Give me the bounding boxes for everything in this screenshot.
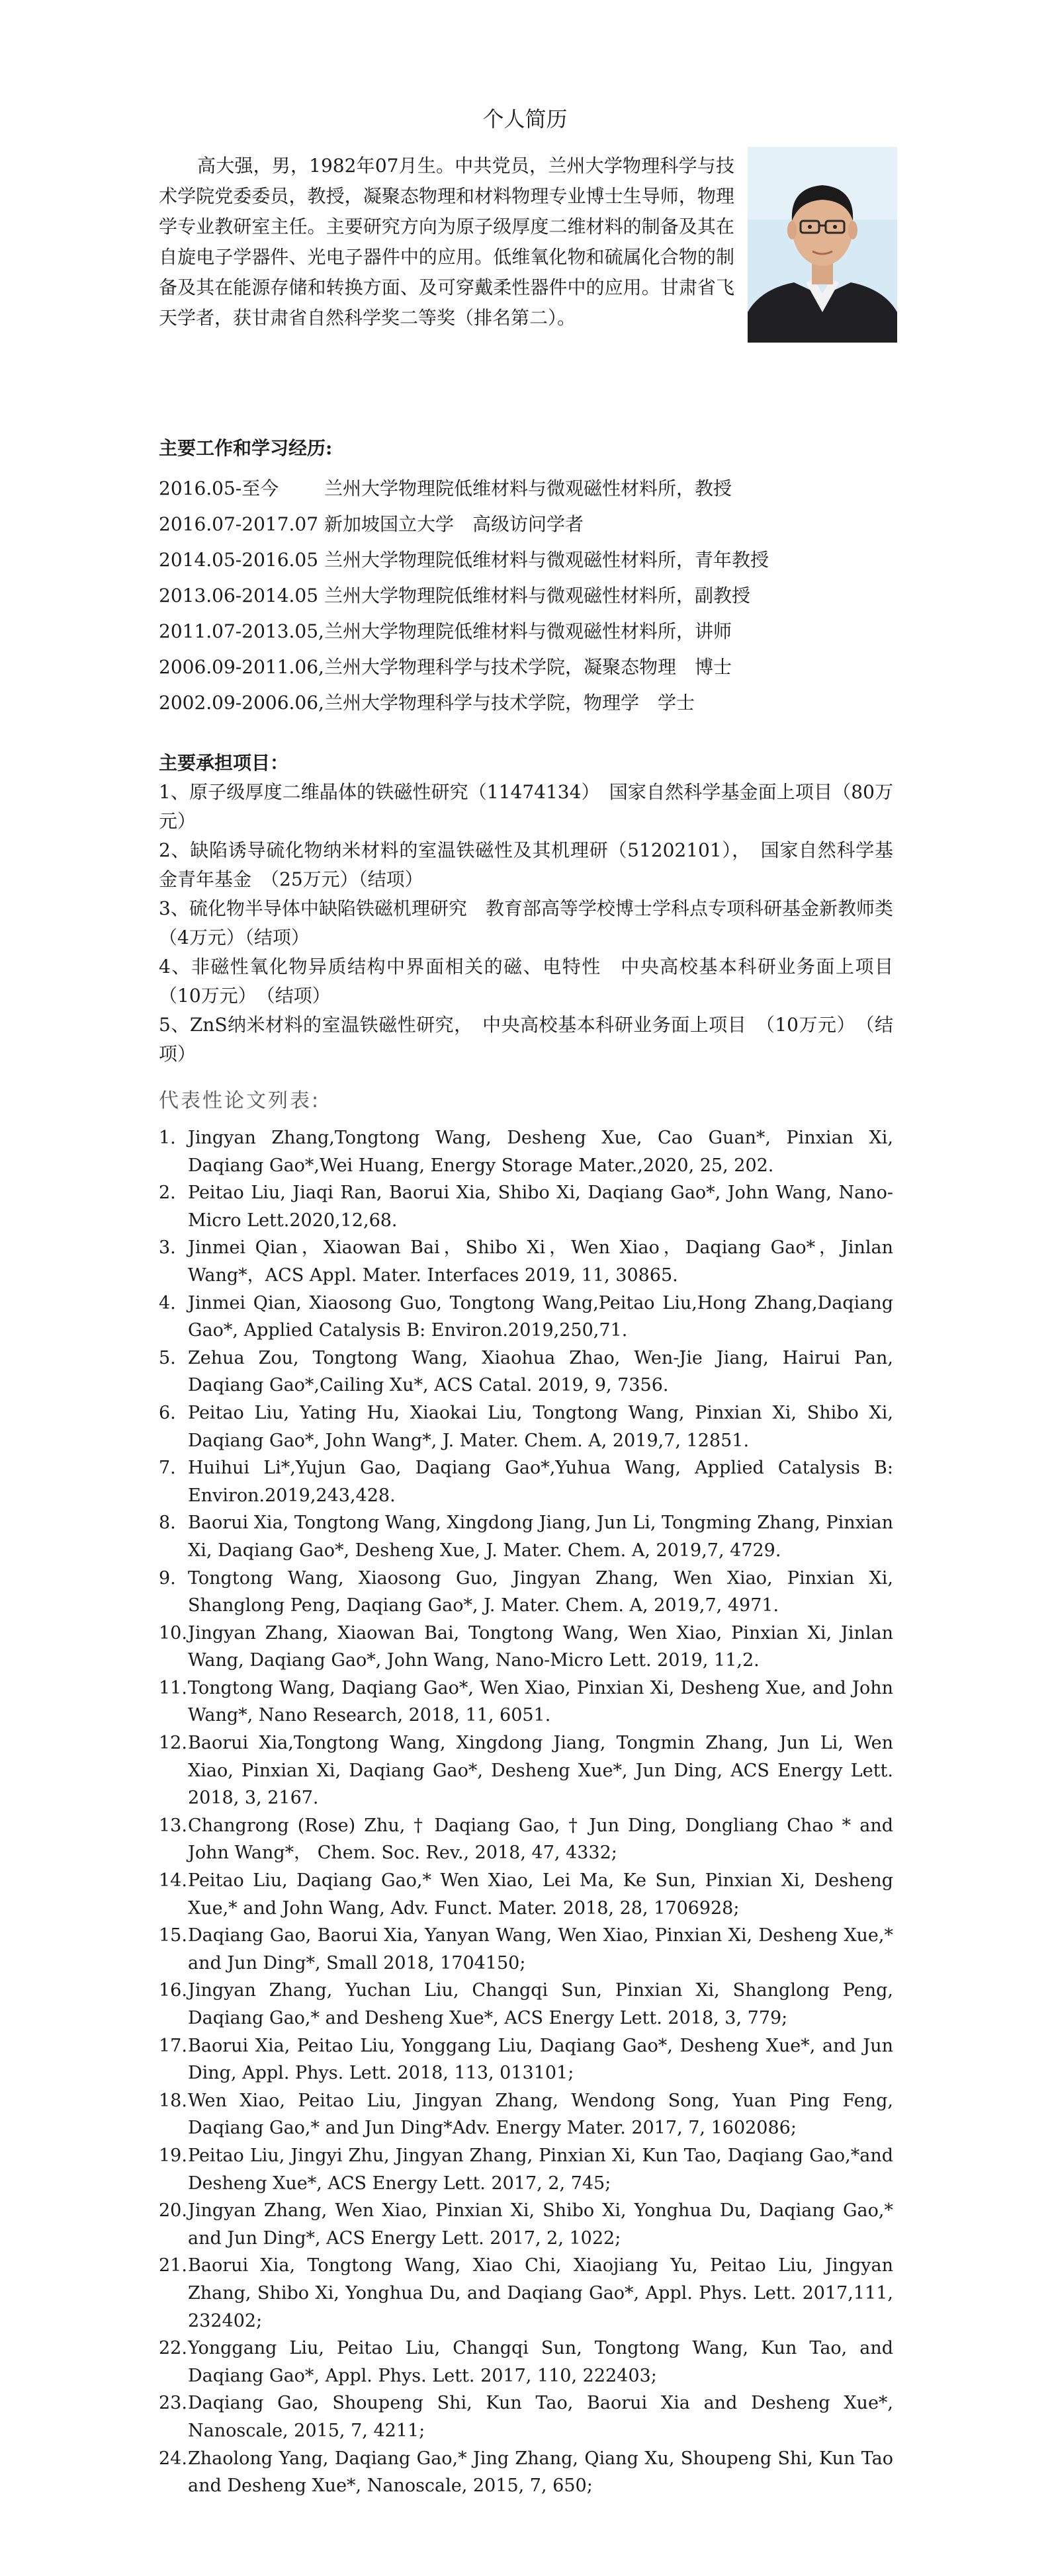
paper-number: 20. [159,2200,187,2222]
paper-number: 8. [159,1513,176,1534]
paper-item [159,2445,893,2500]
paper-item [159,1675,893,1729]
paper-citation: Peitao Liu, Daqiang Gao,* Wen Xiao, Lei Ma, Ke Sun, Pinxian Xi, Desheng Xue,* and John Wang, Adv. Funct. Mater. 2018, 28, 1706928; [188,1870,893,1919]
paper-number: 13. [159,1815,187,1836]
project-item: 4、非磁性氧化物异质结构中界面相关的磁、电特性 中央高校基本科研业务面上项目 （10万元） （结项） [159,956,912,1007]
project-item: 2、缺陷诱导硫化物纳米材料的室温铁磁性及其机理研（51202101）， 国家自然科学基金青年基金 （25万元）（结项） [159,839,893,890]
paper-citation: Baorui Xia, Tongtong Wang, Xiao Chi, Xiaojiang Yu, Peitao Liu, Jingyan Zhang, Shibo Xi, Yonghua Du, and Daqiang Gao*, Appl. Phys. Lett. 2017,111, 232402; [188,2255,893,2331]
paper-item [159,1977,893,2032]
paper-number: 23. [159,2393,187,2414]
paper-number: 11. [159,1677,187,1698]
paper-citation: Baorui Xia, Tongtong Wang, Xingdong Jiang, Jun Li, Tongming Zhang, Pinxian Xi, Daqiang Gao*, Desheng Xue, J. Mater. Chem. A, 2019,7, 4729. [188,1513,893,1561]
paper-citation: Jinmei Qian，Xiaowan Bai，Shibo Xi，Wen Xiao，Daqiang Gao*，Jinlan Wang*，ACS Appl. Mater. Interfaces 2019, 11, 30865. [188,1237,893,1286]
paper-item [159,1922,893,1977]
experience-date: 2016.07-2017.07 [159,513,319,535]
paper-citation: Zhaolong Yang, Daqiang Gao,* Jing Zhang, Qiang Xu, Shoupeng Shi, Kun Tao and Desheng Xue*, Nanoscale, 2015, 7, 650; [188,2448,893,2497]
paper-number: 2. [159,1183,176,1204]
paper-number: 4. [159,1292,176,1313]
paper-citation: Jinmei Qian, Xiaosong Guo, Tongtong Wang,Peitao Liu,Hong Zhang,Daqiang Gao*, Applied Catalysis B: Environ.2019,250,71. [188,1292,893,1341]
projects-list [159,778,912,1069]
paper-item [159,1620,893,1675]
experience-detail: 兰州大学物理院低维材料与微观磁性材料所，教授 [324,478,732,499]
experience-item [159,614,887,649]
portrait-photo [748,147,897,343]
experience-detail: 兰州大学物理科学与技术学院，物理学 学士 [324,692,695,714]
experience-item [159,471,887,507]
paper-citation: Baorui Xia,Tongtong Wang, Xingdong Jiang, Tongmin Zhang, Jun Li, Wen Xiao, Pinxian Xi, Daqiang Gao*, Desheng Xue*, Jun Ding, ACS Energy Lett. 2018, 3, 2167. [188,1733,893,1809]
page-title: 个人简历 [482,106,568,132]
paper-number: 14. [159,1870,187,1891]
experience-item [159,649,887,685]
paper-citation: Daqiang Gao, Shoupeng Shi, Kun Tao, Baorui Xia and Desheng Xue*, Nanoscale, 2015, 7, 4211; [188,2393,893,2441]
paper-citation: Daqiang Gao, Baorui Xia, Yanyan Wang, Wen Xiao, Pinxian Xi, Desheng Xue,* and Jun Ding*, Small 2018, 1704150; [188,1925,893,1974]
paper-citation: Peitao Liu, Yating Hu, Xiaokai Liu, Tongtong Wang, Pinxian Xi, Shibo Xi, Daqiang Gao*, John Wang*, J. Mater. Chem. A, 2019,7, 12851. [188,1402,893,1451]
paper-number: 7. [159,1458,176,1479]
experience-list [159,471,887,721]
paper-number: 5. [159,1347,176,1368]
paper-citation: Jingyan Zhang,Tongtong Wang, Desheng Xue, Cao Guan*, Pinxian Xi, Daqiang Gao*,Wei Huang, Energy Storage Mater.,2020, 25, 202. [188,1128,893,1176]
project-item: 1、原子级厚度二维晶体的铁磁性研究（11474134） 国家自然科学基金面上项目（80万元） [159,781,893,832]
paper-item [159,2197,893,2252]
paper-citation: Huihui Li*,Yujun Gao, Daqiang Gao*,Yuhua Wang, Applied Catalysis B: Environ.2019,243,428. [188,1458,893,1506]
paper-number: 19. [159,2145,187,2166]
experience-item [159,507,887,542]
paper-number: 24. [159,2448,187,2469]
paper-item [159,1867,893,1922]
paper-item [159,1729,893,1812]
paper-item [159,1454,893,1509]
paper-citation: Wen Xiao, Peitao Liu, Jingyan Zhang, Wendong Song, Yuan Ping Feng, Daqiang Gao,* and Jun Ding*Adv. Energy Mater. 2017, 7, 1602086; [188,2090,893,2139]
paper-item [159,1179,893,1234]
projects-heading: 主要承担项目： [159,752,289,774]
paper-number: 10. [159,1622,187,1643]
paper-citation: Jingyan Zhang, Yuchan Liu, Changqi Sun, Pinxian Xi, Shanglong Peng, Daqiang Gao,* and Desheng Xue*, ACS Energy Lett. 2018, 3, 779; [188,1980,893,2028]
paper-citation: Zehua Zou, Tongtong Wang, Xiaohua Zhao, Wen-Jie Jiang, Hairui Pan, Daqiang Gao*,Cailing Xu*, ACS Catal. 2019, 9, 7356. [188,1347,893,1396]
experience-item [159,542,887,578]
experience-item [159,685,887,721]
paper-item [159,1509,893,1564]
paper-number: 3. [159,1237,176,1259]
experience-detail: 兰州大学物理院低维材料与微观磁性材料所，副教授 [324,585,751,606]
experience-detail: 新加坡国立大学 高级访问学者 [324,513,584,535]
project-item: 3、硫化物半导体中缺陷铁磁机理研究 教育部高等学校博士学科点专项科研基金新教师类（4万元）（结项） [159,897,893,948]
paper-number: 9. [159,1567,176,1589]
paper-citation: Peitao Liu, Jingyi Zhu, Jingyan Zhang, Pinxian Xi, Kun Tao, Daqiang Gao,*and Desheng Xue*, ACS Energy Lett. 2017, 2, 745; [188,2145,893,2194]
paper-number: 17. [159,2035,187,2056]
paper-number: 12. [159,1733,187,1754]
experience-detail: 兰州大学物理院低维材料与微观磁性材料所，讲师 [324,620,732,642]
biography-paragraph: 高大强，男，1982年07月生。中共党员，兰州大学物理科学与技术学院党委委员，教授，凝聚态物理和材料物理专业博士生导师，物理学专业教研室主任。主要研究方向为原子级厚度二维材料的制备及其在自旋电子学器件、光电子器件中的应用。低维氧化物和硫属化合物的制备及其在能源存储和转换方面、及可穿戴柔性器件中的应用。甘肃省飞天学者，获甘肃省自然科学奖二等奖（排名第二）。 [159,155,734,329]
experience-date: 2006.09-2011.06, [159,656,324,678]
paper-number: 15. [159,1925,187,1946]
experience-date: 2014.05-2016.05 [159,549,319,571]
paper-item [159,1399,893,1454]
paper-citation: Yonggang Liu, Peitao Liu, Changqi Sun, Tongtong Wang, Kun Tao, and Daqiang Gao*, Appl. Phys. Lett. 2017, 110, 222403; [188,2338,893,2386]
paper-citation: Jingyan Zhang, Xiaowan Bai, Tongtong Wang, Wen Xiao, Pinxian Xi, Jinlan Wang, Daqiang Gao*, John Wang, Nano-Micro Lett. 2019, 11,2. [188,1622,893,1671]
paper-item [159,2087,893,2142]
paper-item [159,2252,893,2335]
paper-number: 22. [159,2338,187,2359]
paper-item [159,1812,893,1867]
experience-item [159,578,887,614]
paper-citation: Changrong (Rose) Zhu, † Daqiang Gao, † Jun Ding, Dongliang Chao * and John Wang*， Chem. Soc. Rev., 2018, 47, 4332; [188,1815,893,1864]
paper-item [159,1290,893,1345]
paper-citation: Peitao Liu, Jiaqi Ran, Baorui Xia, Shibo Xi, Daqiang Gao*, John Wang, Nano-Micro Lett.2020,12,68. [188,1183,893,1231]
project-item: 5、ZnS纳米材料的室温铁磁性研究， 中央高校基本科研业务面上项目 （10万元） （结项） [159,1014,893,1065]
paper-item [159,2142,893,2197]
paper-number: 16. [159,1980,187,2001]
experience-date: 2011.07-2013.05, [159,620,324,642]
paper-item [159,1345,893,1399]
paper-number: 1. [159,1128,176,1148]
experience-heading: 主要工作和学习经历: [159,437,333,459]
experience-date: 2002.09-2006.06, [159,692,324,714]
paper-number: 18. [159,2090,187,2111]
paper-citation: Tongtong Wang, Daqiang Gao*, Wen Xiao, Pinxian Xi, Desheng Xue, and John Wang*, Nano Research, 2018, 11, 6051. [188,1677,893,1726]
paper-number: 21. [159,2255,187,2276]
paper-item [159,2335,893,2389]
experience-detail: 兰州大学物理科学与技术学院，凝聚态物理 博士 [324,656,732,678]
papers-heading: 代表性论文列表: [159,1089,321,1112]
experience-date: 2013.06-2014.05 [159,585,319,606]
paper-item [159,1124,893,1179]
paper-item [159,2032,893,2087]
paper-number: 6. [159,1402,176,1423]
experience-date: 2016.05-至今 [159,478,279,499]
paper-item [159,2389,893,2444]
experience-detail: 兰州大学物理院低维材料与微观磁性材料所，青年教授 [324,549,769,571]
paper-citation: Tongtong Wang, Xiaosong Guo, Jingyan Zhang, Wen Xiao, Pinxian Xi, Shanglong Peng, Daqiang Gao*, J. Mater. Chem. A, 2019,7, 4971. [188,1567,893,1616]
paper-item [159,1565,893,1620]
paper-item [159,1234,893,1289]
papers-list [159,1124,893,2500]
paper-citation: Jingyan Zhang, Wen Xiao, Pinxian Xi, Shibo Xi, Yonghua Du, Daqiang Gao,* and Jun Ding*, ACS Energy Lett. 2017, 2, 1022; [188,2200,893,2249]
paper-citation: Baorui Xia, Peitao Liu, Yonggang Liu, Daqiang Gao*, Desheng Xue*, and Jun Ding, Appl. Phys. Lett. 2018, 113, 013101; [188,2035,893,2084]
